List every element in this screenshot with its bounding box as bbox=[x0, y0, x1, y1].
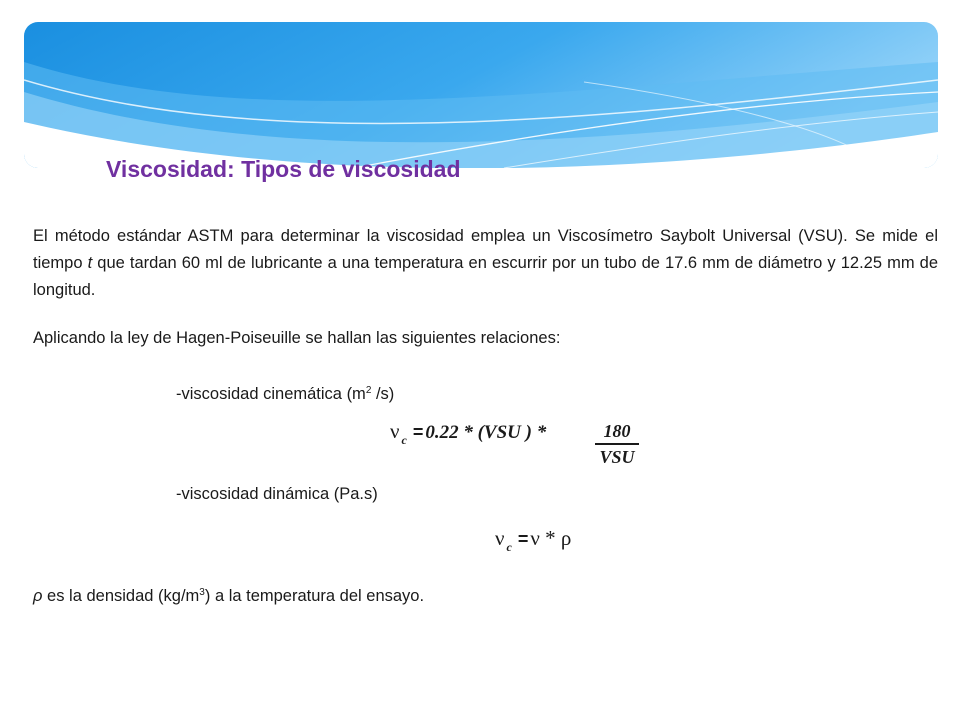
nu-symbol: ν bbox=[495, 526, 505, 550]
paragraph-density bbox=[33, 583, 938, 610]
subscript-c: c bbox=[506, 540, 512, 554]
density-exponent: 3 bbox=[199, 587, 205, 598]
paragraph-method-part2: que tardan 60 ml de lubricante a una temperatura en escurrir por un tubo de 17.6 mm de diámetro y 12.25 mm de longitud. bbox=[33, 254, 939, 299]
equals-sign: = bbox=[517, 529, 529, 549]
fraction bbox=[595, 420, 639, 469]
subscript-c: c bbox=[401, 433, 407, 447]
paragraph-density-part2: ) a la temperatura del ensayo. bbox=[204, 587, 425, 605]
paragraph-density-part1: es la densidad (kg/m bbox=[42, 587, 200, 605]
equation-kinematic bbox=[390, 419, 547, 447]
item-dynamic-viscosity: -viscosidad dinámica (Pa.s) bbox=[176, 485, 378, 503]
nu-symbol: ν bbox=[390, 419, 400, 443]
fraction-denominator: VSU bbox=[599, 447, 635, 467]
header-banner bbox=[24, 22, 938, 168]
paragraph-method-part1: El método estándar ASTM para determinar la viscosidad emplea un Viscosímetro Saybolt Universal (VSU). Se mide el tiempo bbox=[33, 227, 938, 272]
item-kinematic-unit-end: /s) bbox=[371, 385, 395, 403]
rho-symbol: ρ bbox=[33, 587, 43, 605]
equation-expression: 0.22 * (VSU ) * bbox=[425, 422, 547, 443]
fraction-numerator: 180 bbox=[595, 420, 639, 445]
equals-sign: = bbox=[412, 422, 424, 442]
equation-dynamic bbox=[495, 526, 572, 554]
item-kinematic-viscosity bbox=[176, 382, 394, 406]
paragraph-method bbox=[33, 223, 938, 304]
paragraph-hagen-poiseuille: Aplicando la ley de Hagen-Poiseuille se hallan las siguientes relaciones: bbox=[33, 329, 561, 347]
item-kinematic-exponent: 2 bbox=[365, 385, 372, 396]
time-variable: t bbox=[87, 254, 93, 272]
wave-decoration bbox=[24, 22, 938, 168]
item-kinematic-label: -viscosidad cinemática (m bbox=[176, 385, 366, 403]
slide-title: Viscosidad: Tipos de viscosidad bbox=[106, 156, 461, 182]
equation-rhs: ν * ρ bbox=[530, 526, 572, 550]
